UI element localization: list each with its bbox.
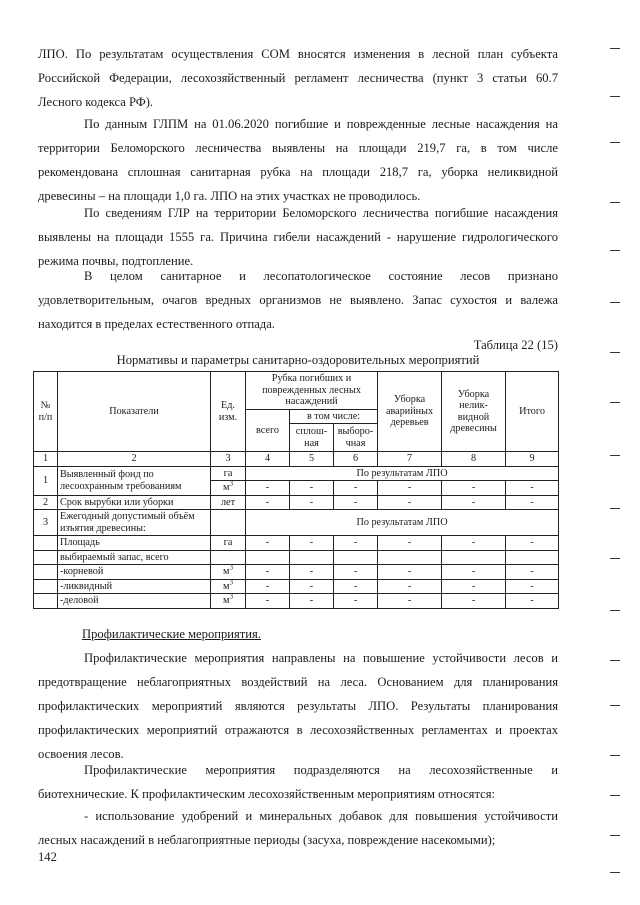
value-cell: - [290, 495, 334, 510]
row-number [34, 594, 58, 609]
margin-mark [610, 508, 620, 509]
row-label: -ликвидный [58, 579, 211, 594]
span-cell: По результатам ЛПО [246, 510, 559, 536]
margin-mark [610, 455, 620, 456]
value-cell: - [290, 536, 334, 551]
header-indicators: Показатели [58, 372, 211, 452]
value-cell: - [334, 565, 378, 580]
value-cell: - [506, 495, 559, 510]
header-num: № п/п [34, 372, 58, 452]
margin-mark [610, 142, 620, 143]
value-cell: - [378, 481, 442, 496]
unit-cell: лет [211, 495, 246, 510]
row-label: -деловой [58, 594, 211, 609]
value-cell [334, 550, 378, 565]
page-number: 142 [38, 850, 57, 864]
margin-mark [610, 202, 620, 203]
unit-cell: $м^3$ [211, 565, 246, 580]
row-label: Срок вырубки или уборки [58, 495, 211, 510]
value-cell: - [442, 594, 506, 609]
value-cell: - [506, 579, 559, 594]
text-line: По данным ГЛПМ на 01.06.2020 погибшие и поврежденные лесные насаждения на [84, 117, 558, 131]
value-cell: - [290, 579, 334, 594]
value-cell [506, 550, 559, 565]
text-line: режима почвы, подтопление. [38, 254, 194, 268]
col-number: 4 [246, 452, 290, 467]
value-cell: - [246, 579, 290, 594]
value-cell: - [378, 565, 442, 580]
header-emergency: Уборка аварийных деревьев [378, 372, 442, 452]
value-cell [378, 550, 442, 565]
unit-cell: $м^3$ [211, 594, 246, 609]
value-cell: - [246, 495, 290, 510]
text-line: В целом санитарное и лесопатологическое состояние лесов признано [84, 269, 558, 283]
value-cell: - [246, 565, 290, 580]
value-cell: - [334, 536, 378, 551]
text-line: освоения лесов. [38, 747, 124, 761]
header-including: в том числе: [290, 409, 378, 424]
text-line: Профилактические мероприятия подразделяются на лесохозяйственные и [84, 763, 558, 777]
text-line: рекомендована сплошная санитарная рубка на площади 218,7 га, уборка неликвидной [38, 165, 558, 179]
col-number: 5 [290, 452, 334, 467]
value-cell: - [506, 536, 559, 551]
unit-cell: $м^3$ [211, 481, 246, 496]
row-label: Ежегодный допустимый объём изъятия древесины: [58, 510, 211, 536]
text-line: профилактических мероприятий являются результаты ЛПО. Результаты планирования [38, 699, 558, 713]
value-cell: - [246, 594, 290, 609]
intro-paragraph [38, 42, 558, 114]
value-cell: - [246, 481, 290, 496]
text-line: Лесного кодекса РФ). [38, 95, 154, 109]
text-line: лесных насаждений в неблагоприятные периоды (засуха, повреждение насекомыми); [38, 833, 496, 847]
text-line: Российской Федерации, лесохозяйственный регламент лесничества (пункт 3 статьи 60.7 [38, 71, 558, 85]
unit-cell [211, 550, 246, 565]
col-number: 7 [378, 452, 442, 467]
header-clear: сплош-ная [290, 424, 334, 452]
text-line: выявлены на площади 1555 га. Причина гибели насаждений - нарушение гидрологического [38, 230, 558, 244]
text-line: предотвращение неблагоприятных воздействий на леса. Основанием для планирования [38, 675, 558, 689]
col-number: 8 [442, 452, 506, 467]
value-cell: - [334, 579, 378, 594]
margin-mark [610, 250, 620, 251]
sanitary-measures-table [33, 371, 559, 609]
section-subheading: Профилактические мероприятия. [82, 627, 261, 641]
header-total: Итого [506, 372, 559, 452]
row-label: Площадь [58, 536, 211, 551]
margin-mark [610, 755, 620, 756]
row-label: выбираемый запас, всего [58, 550, 211, 565]
row-number: 1 [34, 466, 58, 495]
unit-cell: га [211, 466, 246, 481]
value-cell: - [334, 495, 378, 510]
unit-cell [211, 510, 246, 536]
value-cell: - [246, 536, 290, 551]
margin-mark [610, 96, 620, 97]
header-unit: Ед. изм. [211, 372, 246, 452]
value-cell: - [442, 565, 506, 580]
text-line: территории Беломорского лесничества выявлены на площади 219,7 га, в том числе [38, 141, 558, 155]
header-felling-total: всего [246, 409, 290, 452]
margin-mark [610, 352, 620, 353]
prevention-paragraph [38, 646, 558, 766]
value-cell: - [290, 565, 334, 580]
glr-paragraph [38, 201, 558, 273]
col-number: 3 [211, 452, 246, 467]
value-cell: - [442, 481, 506, 496]
text-line: находится в пределах естественного отпада. [38, 317, 275, 331]
header-selective: выборо-чная [334, 424, 378, 452]
value-cell: - [334, 481, 378, 496]
value-cell: - [442, 495, 506, 510]
value-cell: - [290, 481, 334, 496]
value-cell: - [378, 579, 442, 594]
text-line: профилактических мероприятий отражаются в лесохозяйственных регламентах и проектах [38, 723, 558, 737]
division-paragraph [38, 758, 558, 806]
fertilizer-paragraph [38, 804, 558, 852]
unit-cell: $м^3$ [211, 579, 246, 594]
row-number [34, 550, 58, 565]
col-number: 6 [334, 452, 378, 467]
table-number: Таблица 22 (15) [473, 338, 558, 352]
value-cell: - [506, 481, 559, 496]
margin-mark [610, 48, 620, 49]
text-line: биотехнические. К профилактическим лесохозяйственным мероприятиям относятся: [38, 787, 495, 801]
row-number: 2 [34, 495, 58, 510]
value-cell: - [506, 565, 559, 580]
text-line: удовлетворительным, очагов вредных организмов не выявлено. Запас сухостоя и валежа [38, 293, 558, 307]
value-cell: - [506, 594, 559, 609]
row-number: 3 [34, 510, 58, 536]
row-number [34, 565, 58, 580]
margin-mark [610, 872, 620, 873]
row-number [34, 536, 58, 551]
col-number: 2 [58, 452, 211, 467]
margin-mark [610, 558, 620, 559]
value-cell: - [378, 495, 442, 510]
margin-mark [610, 402, 620, 403]
row-number [34, 579, 58, 594]
value-cell [290, 550, 334, 565]
glpm-paragraph [38, 112, 558, 208]
table-title: Нормативы и параметры санитарно-оздоровительных мероприятий [116, 353, 480, 367]
value-cell: - [378, 536, 442, 551]
margin-mark [610, 705, 620, 706]
margin-mark [610, 302, 620, 303]
col-number: 1 [34, 452, 58, 467]
col-number: 9 [506, 452, 559, 467]
value-cell: - [442, 579, 506, 594]
margin-mark [610, 835, 620, 836]
margin-mark [610, 610, 620, 611]
row-label: -корневой [58, 565, 211, 580]
value-cell: - [442, 536, 506, 551]
value-cell [442, 550, 506, 565]
value-cell: - [290, 594, 334, 609]
span-cell: По результатам ЛПО [246, 466, 559, 481]
header-felling-group: Рубка погибших и поврежденных лесных насаждений [246, 372, 378, 410]
value-cell [246, 550, 290, 565]
row-label: Выявленный фонд по лесоохранным требованиям [58, 466, 211, 495]
margin-mark [610, 660, 620, 661]
margin-mark [610, 795, 620, 796]
header-nonliquid: Уборка нелик-видной древесины [442, 372, 506, 452]
state-paragraph [38, 264, 558, 336]
value-cell: - [378, 594, 442, 609]
margin-tick-marks [610, 0, 630, 905]
text-line: ЛПО. По результатам осуществления СОМ вносятся изменения в лесной план субъекта [38, 47, 558, 61]
unit-cell: га [211, 536, 246, 551]
text-line: По сведениям ГЛР на территории Беломорского лесничества погибшие насаждения [84, 206, 558, 220]
value-cell: - [334, 594, 378, 609]
text-line: древесины – на площади 1,0 га. ЛПО на этих участках не проводилось. [38, 189, 421, 203]
text-line: - использование удобрений и минеральных добавок для повышения устойчивости [84, 809, 558, 823]
text-line: Профилактические мероприятия направлены на повышение устойчивости лесов и [84, 651, 558, 665]
